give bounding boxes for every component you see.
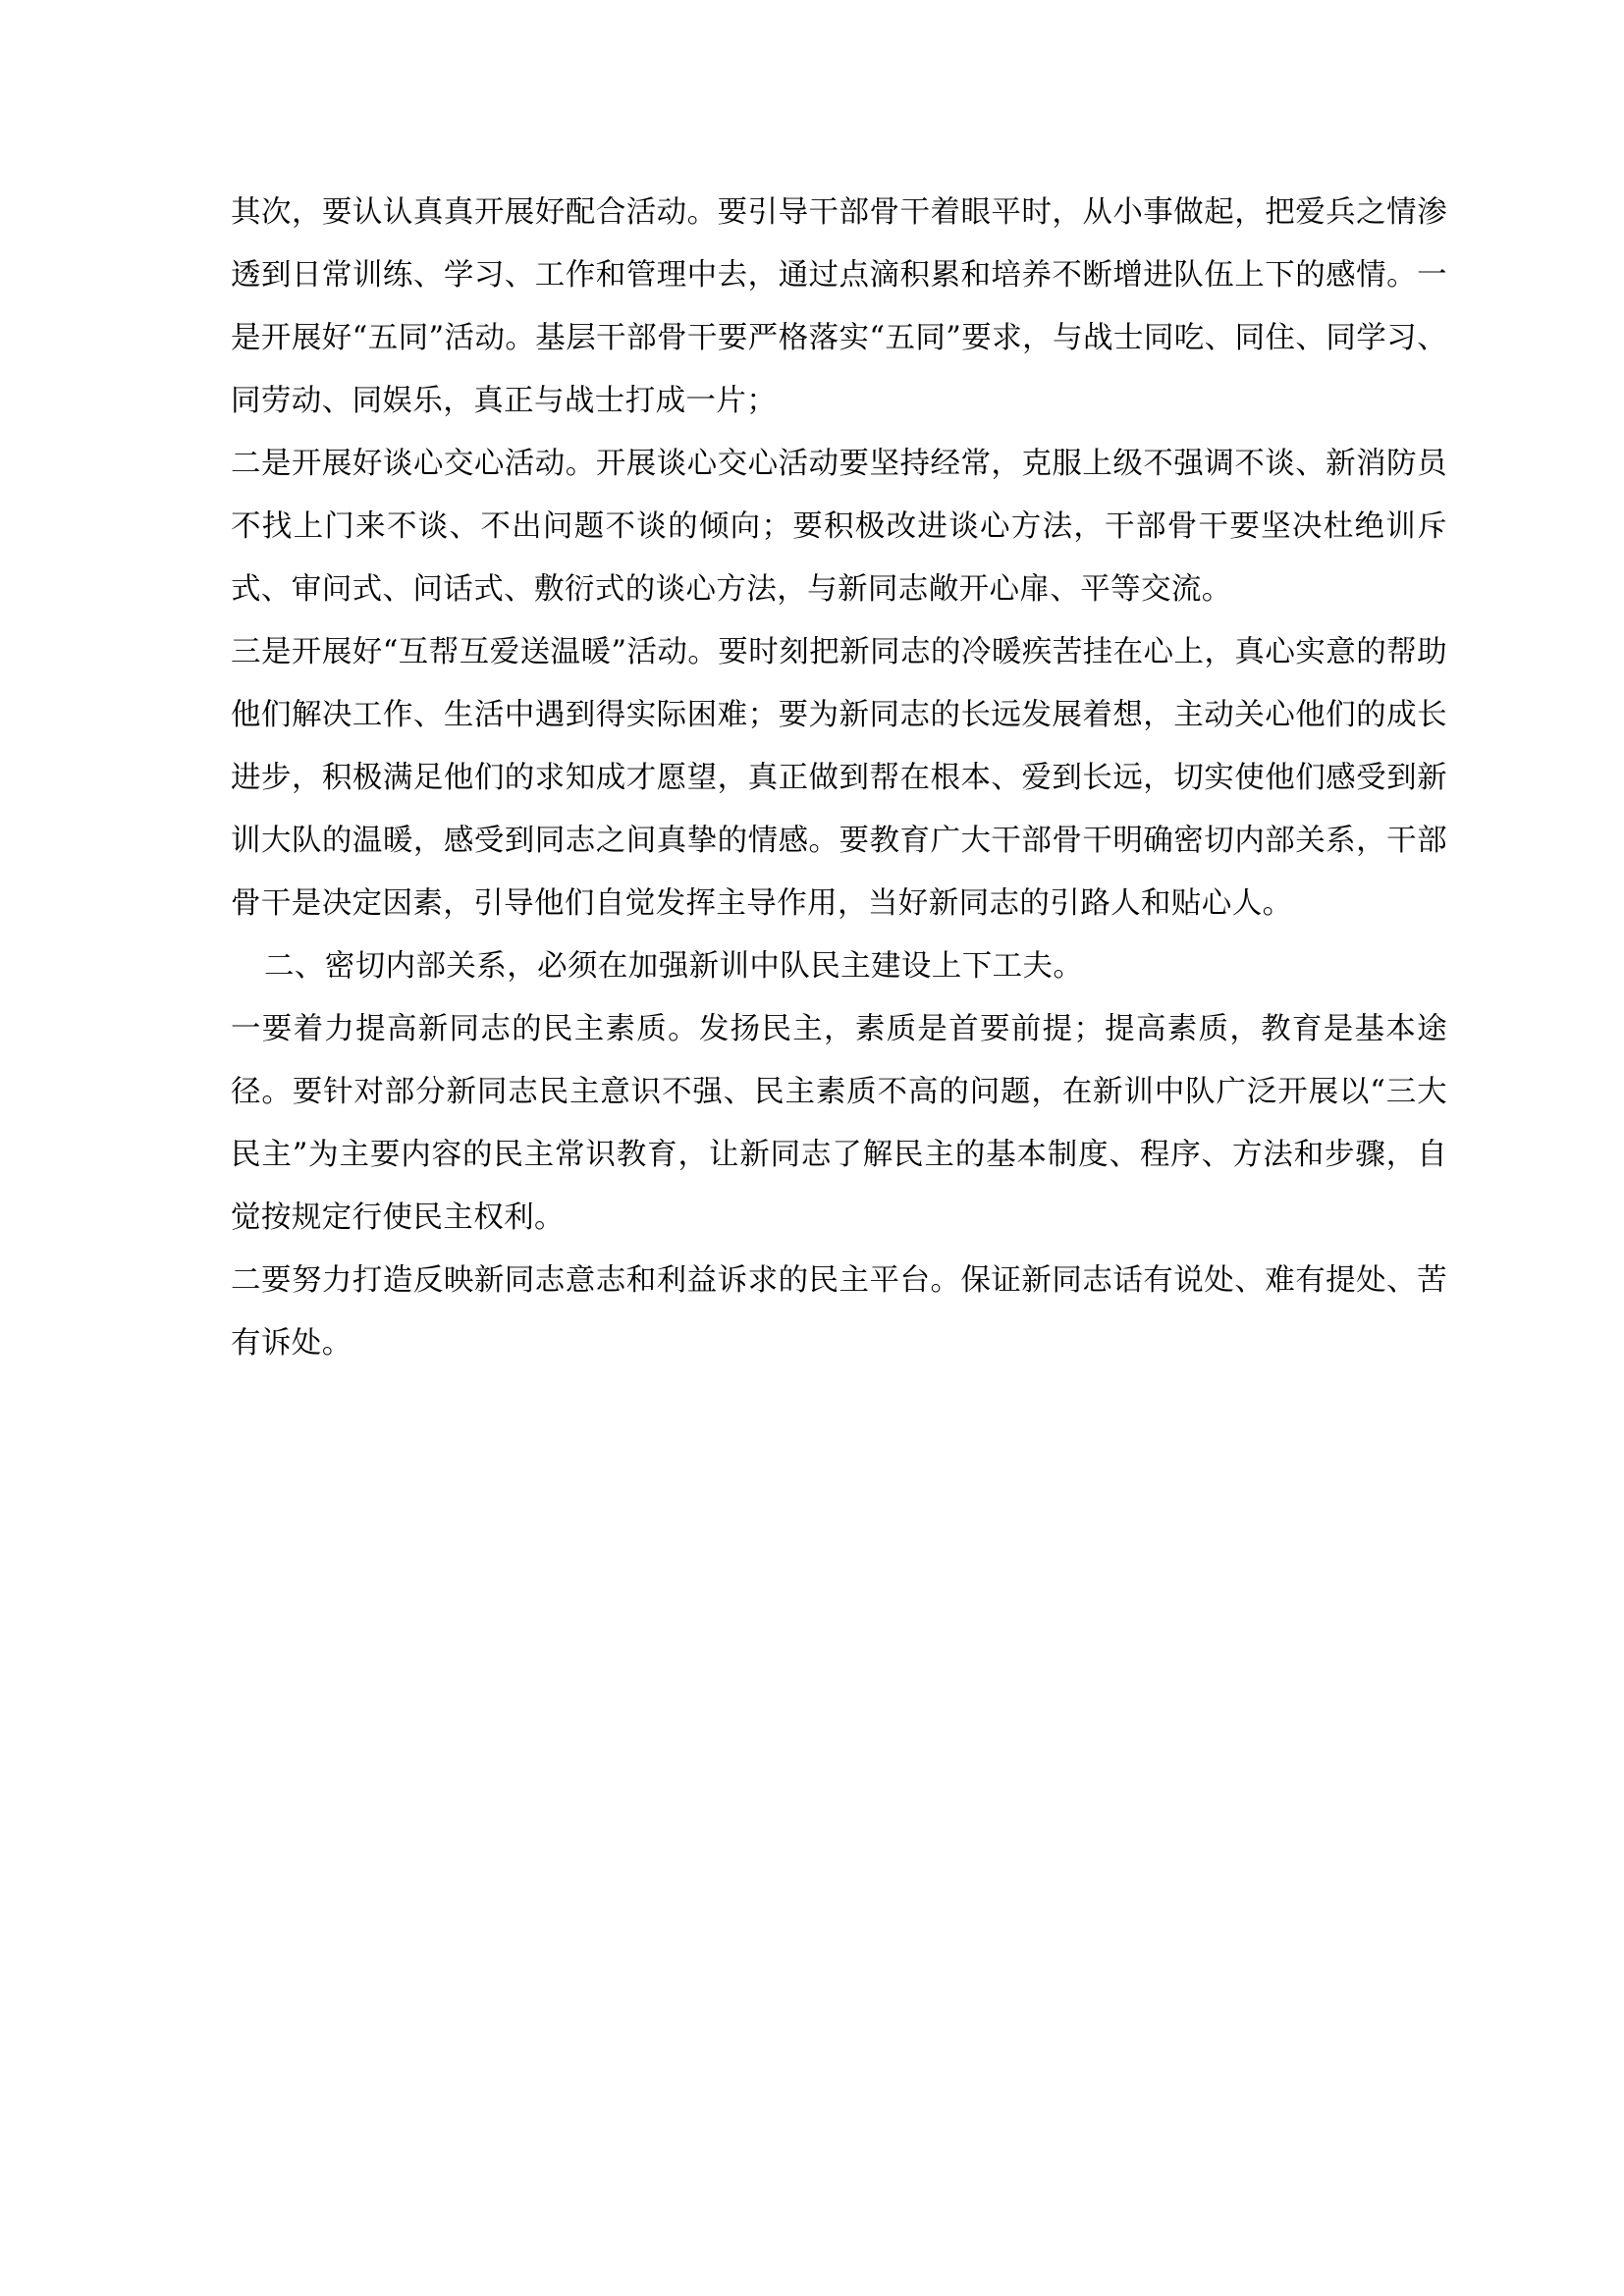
paragraph: 二要努力打造反映新同志意志和利益诉求的民主平台。保证新同志话有说处、难有提处、苦有诉处。 (231, 1263, 1447, 1361)
paragraph: 一要着力提高新同志的民主素质。发扬民主，素质是首要前提；提高素质，教育是基本途径。要针对部分新同志民主意识不强、民主素质不高的问题，在新训中队广泛开展以“三大民主”为主要内容的民主常识教育，让新同志了解民主的基本制度、程序、方法和步骤，自觉按规定行使民主权利。 (231, 1012, 1447, 1235)
section-heading-paragraph: 二、密切内部关系，必须在加强新训中队民主建设上下工夫。 (264, 949, 1084, 984)
paragraph: 其次，要认认真真开展好配合活动。要引导干部骨干着眼平时，从小事做起，把爱兵之情渗透到日常训练、学习、工作和管理中去，通过点滴积累和培养不断增进队伍上下的感情。一是开展好“五同”活动。基层干部骨干要严格落实“五同”要求，与战士同吃、同住、同学习、同劳动、同娱乐，真正与战士打成一片； (231, 195, 1447, 418)
paragraph: 二是开展好谈心交心活动。开展谈心交心活动要坚持经常，克服上级不强调不谈、新消防员不找上门来不谈、不出问题不谈的倾向；要积极改进谈心方法，干部骨干要坚决杜绝训斥式、审问式、问话式、敷衍式的谈心方法，与新同志敞开心扉、平等交流。 (231, 447, 1447, 607)
document-body (231, 182, 1447, 1375)
paragraph: 三是开展好“互帮互爱送温暖”活动。要时刻把新同志的冷暖疾苦挂在心上，真心实意的帮助他们解决工作、生活中遇到得实际困难；要为新同志的长远发展着想，主动关心他们的成长进步，积极满足他们的求知成才愿望，真正做到帮在根本、爱到长远，切实使他们感受到新训大队的温暖，感受到同志之间真挚的情感。要教育广大干部骨干明确密切内部关系，干部骨干是决定因素，引导他们自觉发挥主导作用，当好新同志的引路人和贴心人。 (231, 635, 1447, 921)
